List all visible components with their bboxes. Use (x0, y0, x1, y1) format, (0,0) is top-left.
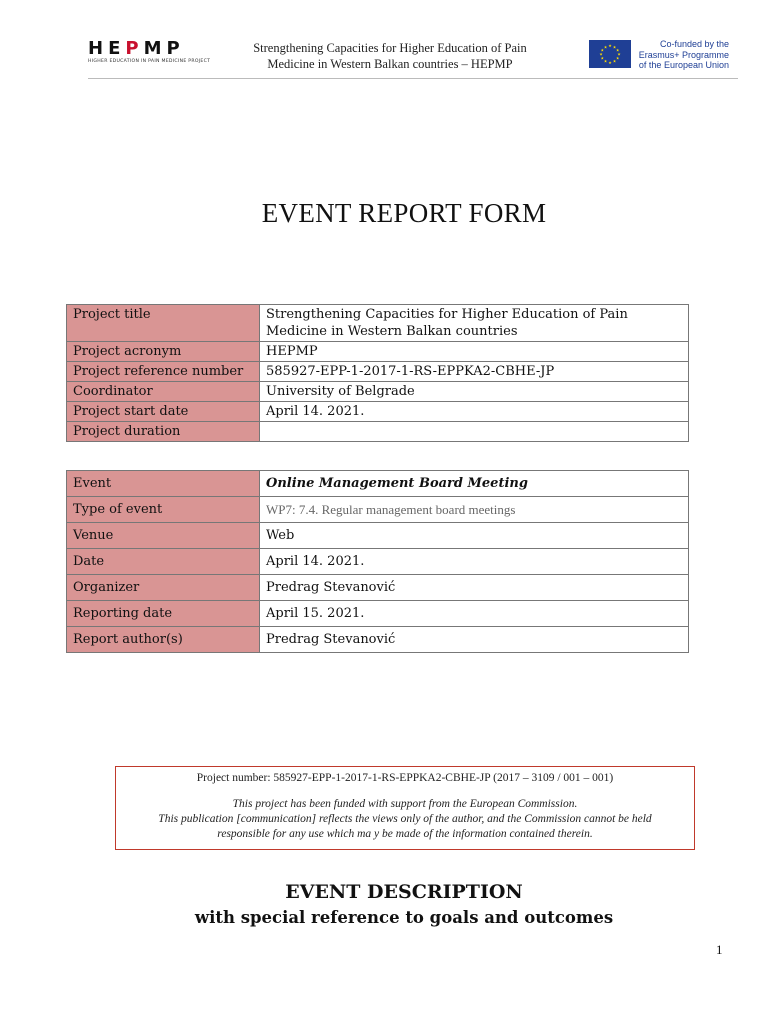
row-value: Predrag Stevanović (260, 627, 689, 653)
project-info-table (66, 304, 689, 442)
row-value: Strengthening Capacities for Higher Education of Pain Medicine in Western Balkan countries (260, 305, 689, 342)
project-number: Project number: 585927-EPP-1-2017-1-RS-EPPKA2-CBHE-JP (2017 – 3109 / 001 – 001) (196, 772, 614, 784)
svg-text:★: ★ (600, 55, 605, 61)
row-value: Web (260, 523, 689, 549)
event-name-value: Online Management Board Meeting (260, 471, 689, 497)
row-value: April 14. 2021. (260, 549, 689, 575)
page-number: 1 (716, 942, 723, 957)
table-row (67, 305, 689, 342)
row-label: Project acronym (67, 342, 260, 362)
table-row (67, 575, 689, 601)
table-row (67, 422, 689, 442)
row-label: Date (67, 549, 260, 575)
table-row (67, 627, 689, 653)
header-divider (88, 78, 738, 79)
row-value (260, 422, 689, 442)
table-row (67, 342, 689, 362)
svg-text:★: ★ (617, 51, 621, 57)
disclaimer-line: This publication [communication] reflects the views only of the author, and the Commission cannot be held (158, 813, 652, 825)
svg-text:★: ★ (612, 58, 617, 64)
eu-cofunded-logo (589, 39, 729, 69)
svg-text:★: ★ (612, 44, 617, 50)
row-value: HEPMP (260, 342, 689, 362)
svg-text:★: ★ (603, 44, 608, 50)
row-label: Project start date (67, 402, 260, 422)
row-value: WP7: 7.4. Regular management board meetings (260, 497, 689, 523)
row-label: Project duration (67, 422, 260, 442)
section-subheading: with special reference to goals and outcomes (194, 908, 614, 927)
svg-text:★: ★ (603, 58, 608, 64)
logo-wordmark: HEPMP (88, 38, 185, 59)
table-row (67, 601, 689, 627)
row-label: Organizer (67, 575, 260, 601)
row-label: Project reference number (67, 362, 260, 382)
header-title: Strengthening Capacities for Higher Education of Pain Medicine in Western Balkan countries – HEPMP (253, 41, 527, 71)
funding-disclaimer-box (115, 766, 695, 850)
row-value: 585927-EPP-1-2017-1-RS-EPPKA2-CBHE-JP (260, 362, 689, 382)
table-row (67, 362, 689, 382)
row-label: Type of event (67, 497, 260, 523)
table-row (67, 402, 689, 422)
row-label: Report author(s) (67, 627, 260, 653)
row-value: Predrag Stevanović (260, 575, 689, 601)
document-title: EVENT REPORT FORM (261, 198, 547, 228)
row-label: Reporting date (67, 601, 260, 627)
svg-text:★: ★ (615, 47, 620, 53)
eu-text: Co-funded by the Erasmus+ Programme of the European Union (638, 39, 729, 70)
row-label: Project title (67, 305, 260, 342)
eu-flag-icon (589, 40, 631, 68)
table-row (67, 497, 689, 523)
svg-text:★: ★ (615, 55, 620, 61)
table-row (67, 382, 689, 402)
row-label: Venue (67, 523, 260, 549)
table-row (67, 549, 689, 575)
svg-text:★: ★ (600, 47, 605, 53)
section-heading: EVENT DESCRIPTION (285, 881, 523, 903)
event-description-heading (0, 880, 770, 930)
svg-text:★: ★ (608, 43, 612, 48)
table-row (67, 523, 689, 549)
row-label: Coordinator (67, 382, 260, 402)
disclaimer-line: This project has been funded with support from the European Commission. (232, 798, 578, 810)
disclaimer-line: responsible for any use which ma y be made of the information contained therein. (217, 828, 593, 840)
logo-subtitle: HIGHER EDUCATION IN PAIN MEDICINE PROJECT (88, 59, 211, 64)
page-header (0, 0, 770, 82)
event-info-table (66, 470, 689, 653)
row-value: April 14. 2021. (260, 402, 689, 422)
row-value: University of Belgrade (260, 382, 689, 402)
row-label: Event (67, 471, 260, 497)
svg-text:★: ★ (608, 60, 612, 65)
table-row (67, 471, 689, 497)
hepmp-logo (88, 38, 211, 68)
svg-text:★: ★ (599, 51, 603, 57)
row-value: April 15. 2021. (260, 601, 689, 627)
